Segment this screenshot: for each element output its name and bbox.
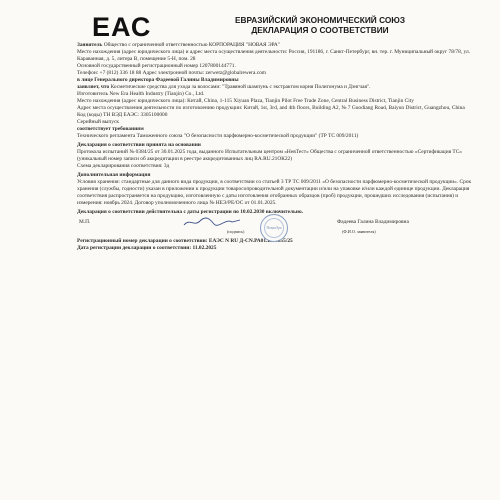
scheme-text: Схема декларирования соответствия: 3д	[77, 163, 170, 169]
eac-logo: ЕАС	[92, 12, 152, 42]
declares-label: заявляет, что	[77, 84, 110, 90]
additional-info-text: Условия хранения: стандартные для данного вида продукции, в соответствии со статьей 3 ТР ТС 009/2011 «О безопасности парфюмерно-косметической продукции». Срок хранения (службы, годности) указан в приложении к продукции товаросопроводительной документации и/или на упаковке и/или каждой единице продукции. Декларация соответствия распространяется на продукцию, изготовленную с даты изготовления отобранных образцов (проб) продукции, прошедших исследования (испытания) и измерения: ноябрь 2024. Договор уполномоченного лица № НЕЭ/РЕ/ОС от 01.01.2025.	[77, 179, 472, 206]
signature-block	[77, 216, 475, 238]
additional-info-label: Дополнительная информация	[77, 172, 151, 178]
mp-mark: М.П.	[79, 219, 91, 225]
signer-caption: (Ф.И.О. заявителя)	[342, 229, 376, 234]
regulation-text: Технического регламента Таможенного союза "О безопасности парфюмерно-косметической продукции" (ТР ТС 009/2011)	[77, 133, 359, 139]
registration-date: 11.02.2025	[192, 245, 217, 251]
registration-number: ЕАЭС N RU Д-CN.РА01.В.84855/25	[208, 238, 293, 244]
declares-line	[77, 84, 475, 91]
declaration-body	[77, 42, 475, 252]
production-address: Адрес места осуществления деятельности по изготовлению продукции: Китай, 1st, 3rd, and 4th floors, Building A2, № 7 Guodiang Road, Baiyun District, Guangzhou, China	[77, 105, 465, 111]
applicant-line	[77, 42, 475, 49]
applicant-address: Место нахождения (адрес юридического лица) и адрес места осуществления деятельности: Россия, 191186, г. Санкт-Петербург, вн. тер. г. Муниципальный округ 78/78, ул. Караванная, д. 5, литера В, помещение 5-Н, пом. 28	[77, 49, 470, 62]
manufacturer-name: Изготовитель New Era Health Industry (Tianjin) Co., Ltd.	[77, 91, 205, 97]
signature-scribble	[182, 216, 242, 228]
applicant-representative: в лице Генерального директора Фадеевой Галины Владимировны	[77, 77, 239, 83]
union-title: ЕВРАЗИЙСКИЙ ЭКОНОМИЧЕСКИЙ СОЮЗ	[234, 15, 406, 25]
applicant-name: Общество с ограниченной ответственностью КОРПОРАЦИЯ "НОВАЯ ЭРА"	[103, 42, 280, 48]
registration-date-line	[77, 245, 475, 252]
tnved-code: Код (коды) ТН ВЭД ЕАЭС: 3305100000	[77, 112, 168, 118]
product-description: Косметические средства для ухода за волосами: "Травяной шампунь с экстрактом корня Полигонума и Дэнгчая".	[110, 84, 371, 90]
series-type: Серийный выпуск	[77, 119, 120, 125]
applicant-label: Заявитель	[77, 42, 103, 48]
applicant-ogrn: Основной государственный регистрационный номер 1207800144771.	[77, 63, 236, 69]
company-stamp	[260, 214, 288, 242]
manufacturer-address: Место нахождения (адрес юридического лица): Китай, China, 1-115 Xiyuan Plaza, Tianjin Pilot Free Trade Zone, Central Business District, Tianjin City	[77, 98, 414, 104]
declaration-title: ДЕКЛАРАЦИЯ О СООТВЕТСТВИИ	[251, 25, 389, 35]
basis-label: Декларация о соответствии принята на основании	[77, 142, 201, 148]
applicant-contacts: Телефон: +7 (812) 336 18 88 Адрес электронной почты: zerwetz@globalrewera.com	[77, 70, 266, 76]
compliance-label: соответствует требованиям	[77, 126, 144, 132]
stamp-text: НоваяЭра	[266, 226, 282, 230]
basis-text: Протокола испытаний № 0384/25 от 30.01.2025 года, выданного Испытательным центром «НевТест» Общества с ограниченной ответственностью «Сертификация ТС» (уникальный номер записи об аккредитации в реестре аккредитованных лиц RA.RU.21ОК22)	[77, 149, 462, 162]
registration-number-label: Регистрационный номер декларации о соответствии:	[77, 238, 208, 244]
signature-caption: (подпись)	[227, 229, 245, 234]
signer-name: Фадеева Галина Владимировна	[337, 219, 409, 225]
validity-text: Декларация о соответствии действительна с даты регистрации по 10.02.2030 включительно.	[77, 209, 303, 215]
registration-date-label: Дата регистрации декларации о соответствии:	[77, 245, 192, 251]
